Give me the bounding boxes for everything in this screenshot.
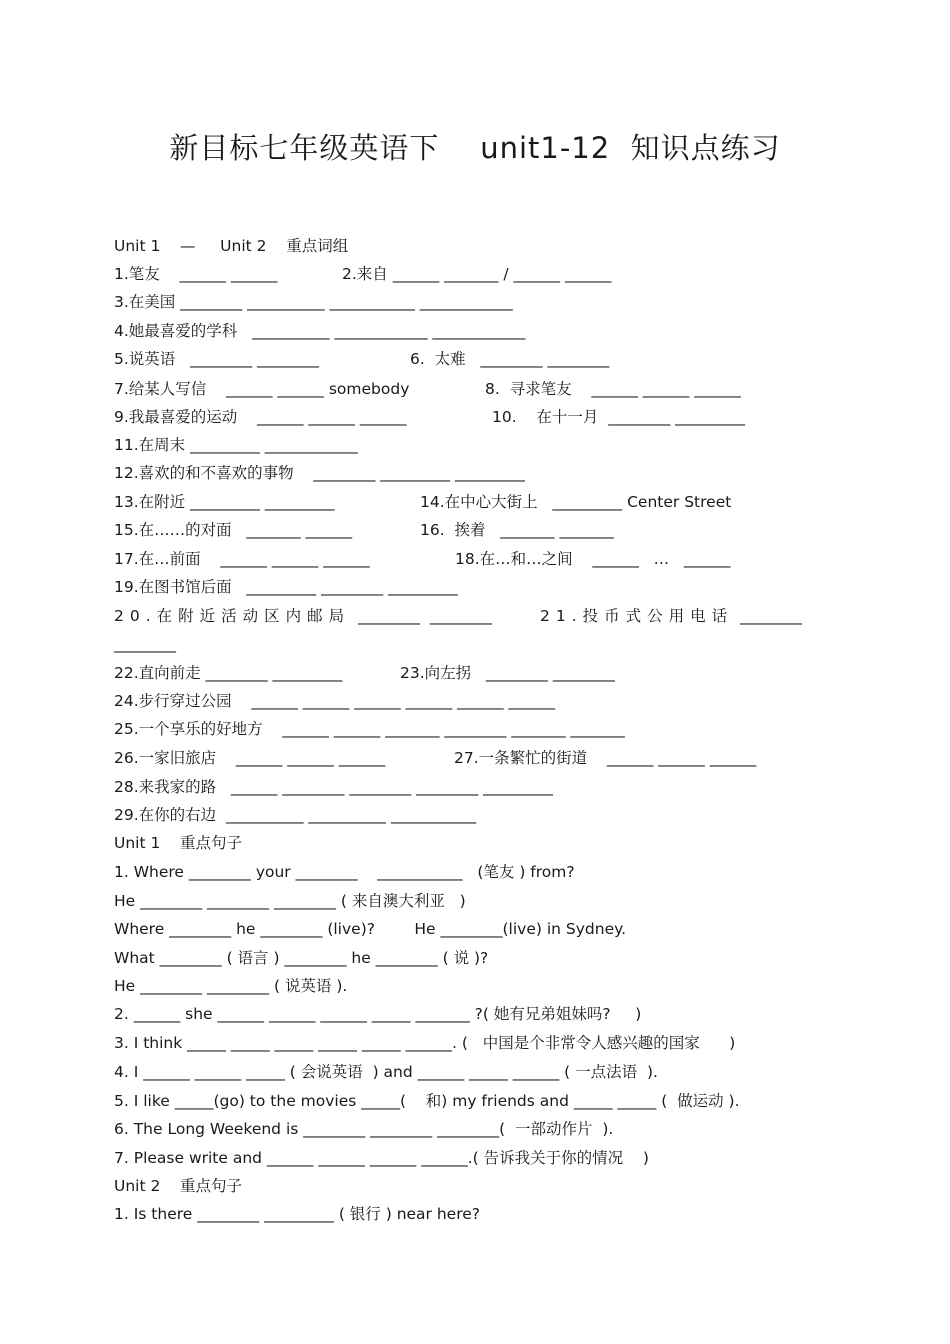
phrase-15: 15.在……的对面 _______ ______ <box>114 521 353 539</box>
phrases-header: Unit 1 — Unit 2 重点词组 <box>114 237 349 255</box>
phrase-11: 11.在周末 _________ ____________ <box>114 436 358 454</box>
unit1-sentence-10: 6. The Long Weekend is ________ ________ ________( 一部动作片 ). <box>114 1120 614 1138</box>
phrase-10: 10. 在十一月 ________ _________ <box>492 408 745 426</box>
phrase-2: 2.来自 ______ _______ / ______ ______ <box>342 265 612 283</box>
phrase-21: 21.投币式公用电话 <box>540 607 734 625</box>
phrase-20: 20.在附近活动区内邮局 <box>114 607 351 625</box>
phrase-8: 8. 寻求笔友 ______ ______ ______ <box>485 380 741 398</box>
unit1-sentence-11: 7. Please write and ______ ______ ______ ______.( 告诉我关于你的情况 ) <box>114 1149 649 1167</box>
phrase-18: 18.在…和…之间 ______ … ______ <box>455 550 731 568</box>
phrase-21-blanks: ________ <box>740 607 802 625</box>
document-title: 新目标七年级英语下 unit1-12 知识点练习 <box>169 131 781 165</box>
unit1-sentence-1: 1. Where ________ your ________ ___________ (笔友 ) from? <box>114 863 575 881</box>
phrase-14: 14.在中心大街上 _________ Center Street <box>420 493 732 511</box>
phrase-5: 5.说英语 ________ ________ <box>114 350 319 368</box>
phrase-19: 19.在图书馆后面 _________ ________ _________ <box>114 578 458 596</box>
phrase-20-blanks: ________ ________ <box>358 607 492 625</box>
phrase-28: 28.来我家的路 ______ ________ ________ ________ _________ <box>114 778 553 796</box>
phrase-7: 7.给某人写信 ______ ______ somebody <box>114 380 410 398</box>
unit1-sentence-4: What ________ ( 语言 ) ________ he ________ ( 说 )? <box>114 949 489 967</box>
phrase-9: 9.我最喜爱的运动 ______ ______ ______ <box>114 408 407 426</box>
unit1-sentences-header: Unit 1 重点句子 <box>114 834 243 852</box>
phrase-21-continued: ________ <box>114 635 176 653</box>
phrase-6: 6. 太难 ________ ________ <box>410 350 610 368</box>
phrase-24: 24.步行穿过公园 ______ ______ ______ ______ ______ ______ <box>114 692 555 710</box>
phrase-25: 25.一个享乐的好地方 ______ ______ _______ ________ _______ _______ <box>114 720 625 738</box>
unit1-sentence-7: 3. I think _____ _____ _____ _____ _____ ______. ( 中国是个非常令人感兴趣的国家 ) <box>114 1034 736 1052</box>
unit2-sentence-1: 1. Is there ________ _________ ( 银行 ) near here? <box>114 1205 481 1223</box>
unit1-sentence-9: 5. I like _____(go) to the movies _____( 和) my friends and _____ _____ ( 做运动 ). <box>114 1092 740 1110</box>
phrase-3: 3.在美国 ________ __________ ___________ ____________ <box>114 293 513 311</box>
unit1-sentence-3: Where ________ he ________ (live)? He ________(live) in Sydney. <box>114 920 626 938</box>
phrase-26: 26.一家旧旅店 ______ ______ ______ <box>114 749 386 767</box>
phrase-12: 12.喜欢的和不喜欢的事物 ________ _________ _________ <box>114 464 525 482</box>
phrase-4: 4.她最喜爱的学科 __________ ____________ ____________ <box>114 322 526 340</box>
phrase-17: 17.在…前面 ______ ______ ______ <box>114 550 370 568</box>
phrase-29: 29.在你的右边 __________ __________ ___________ <box>114 806 477 824</box>
phrase-27: 27.一条繁忙的街道 ______ ______ ______ <box>454 749 757 767</box>
phrase-16: 16. 挨着 _______ _______ <box>420 521 614 539</box>
unit1-sentence-5: He ________ ________ ( 说英语 ). <box>114 977 348 995</box>
unit1-sentence-6: 2. ______ she ______ ______ ______ _____ _______ ?( 她有兄弟姐妹吗? ) <box>114 1005 642 1023</box>
phrase-23: 23.向左拐 ________ ________ <box>400 664 615 682</box>
phrase-13: 13.在附近 _________ _________ <box>114 493 335 511</box>
phrase-22: 22.直向前走 ________ _________ <box>114 664 343 682</box>
unit1-sentence-8: 4. I ______ ______ _____ ( 会说英语 ) and ______ _____ ______ ( 一点法语 ). <box>114 1063 658 1081</box>
unit1-sentence-2: He ________ ________ ________ ( 来自澳大利亚 ) <box>114 892 466 910</box>
phrase-1: 1.笔友 ______ ______ <box>114 265 278 283</box>
unit2-sentences-header: Unit 2 重点句子 <box>114 1177 243 1195</box>
